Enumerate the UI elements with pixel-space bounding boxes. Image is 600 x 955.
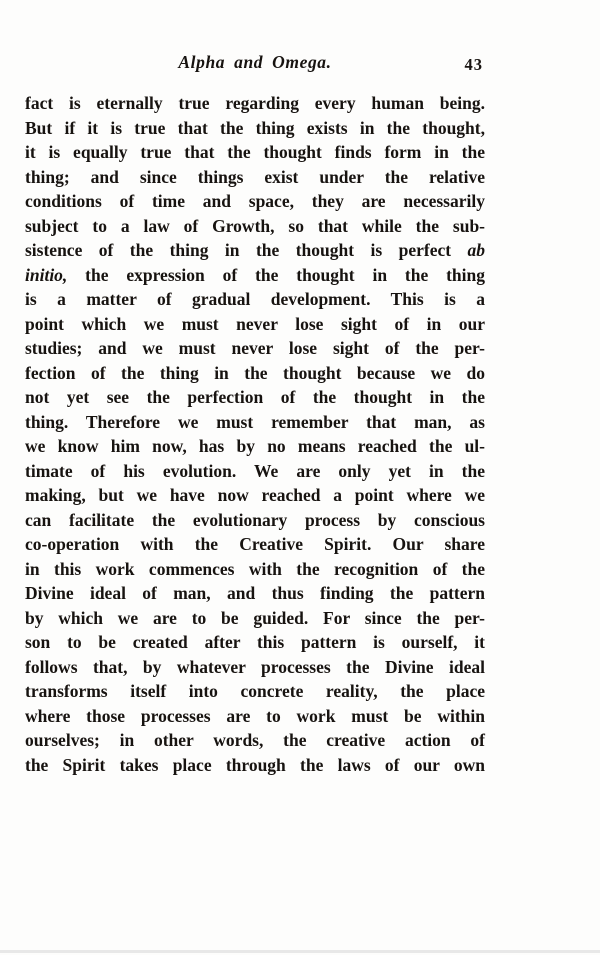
text-line: fection of the thing in the thought because we do xyxy=(25,362,485,383)
running-header xyxy=(25,52,485,78)
text-line: co-operation with the Creative Spirit. Our share xyxy=(25,534,485,554)
text-line: son to be created after this pattern is ourself, it xyxy=(25,632,485,652)
text-line: initio, the expression of the thought in the thing xyxy=(25,264,485,285)
scan-edge-artifact xyxy=(0,950,600,953)
text-line: thing; and since things exist under the relative xyxy=(25,166,485,187)
text-line: point which we must never lose sight of in our xyxy=(25,313,485,334)
text-line: Divine ideal of man, and thus finding the pattern xyxy=(25,583,485,603)
text-line: thing. Therefore we must remember that man, as xyxy=(25,411,485,432)
page-content xyxy=(25,52,485,777)
text-line: in this work commences with the recognition of the xyxy=(25,558,485,579)
text-line: sistence of the thing in the thought is perfect ab xyxy=(25,240,485,260)
text-line: fact is eternally true regarding every human being. xyxy=(25,93,485,113)
page-number: 43 xyxy=(464,55,483,74)
text-line: is a matter of gradual development. This is a xyxy=(25,289,485,309)
text-line: where those processes are to work must be within xyxy=(25,705,485,726)
text-line: making, but we have now reached a point where we xyxy=(25,485,485,505)
body-text xyxy=(25,91,485,777)
text-line: follows that, by whatever processes the Divine ideal xyxy=(25,656,485,677)
text-line: studies; and we must never lose sight of the per- xyxy=(25,338,485,358)
text-line: But if it is true that the thing exists in the thought, xyxy=(25,117,485,138)
text-line: by which we are to be guided. For since the per- xyxy=(25,607,485,628)
text-line: it is equally true that the thought finds form in the xyxy=(25,142,485,162)
text-line: can facilitate the evolutionary process by conscious xyxy=(25,509,485,530)
text-line: transforms itself into concrete reality, the place xyxy=(25,681,485,701)
text-line: not yet see the perfection of the thought in the xyxy=(25,387,485,407)
chapter-title: Alpha and Omega. xyxy=(178,52,332,72)
text-line: we know him now, has by no means reached the ul- xyxy=(25,436,485,456)
text-line: the Spirit takes place through the laws of our own xyxy=(25,754,485,775)
text-line: conditions of time and space, they are necessarily xyxy=(25,191,485,211)
text-line: ourselves; in other words, the creative action of xyxy=(25,730,485,750)
text-line: subject to a law of Growth, so that while the sub- xyxy=(25,215,485,236)
text-line: timate of his evolution. We are only yet in the xyxy=(25,460,485,481)
